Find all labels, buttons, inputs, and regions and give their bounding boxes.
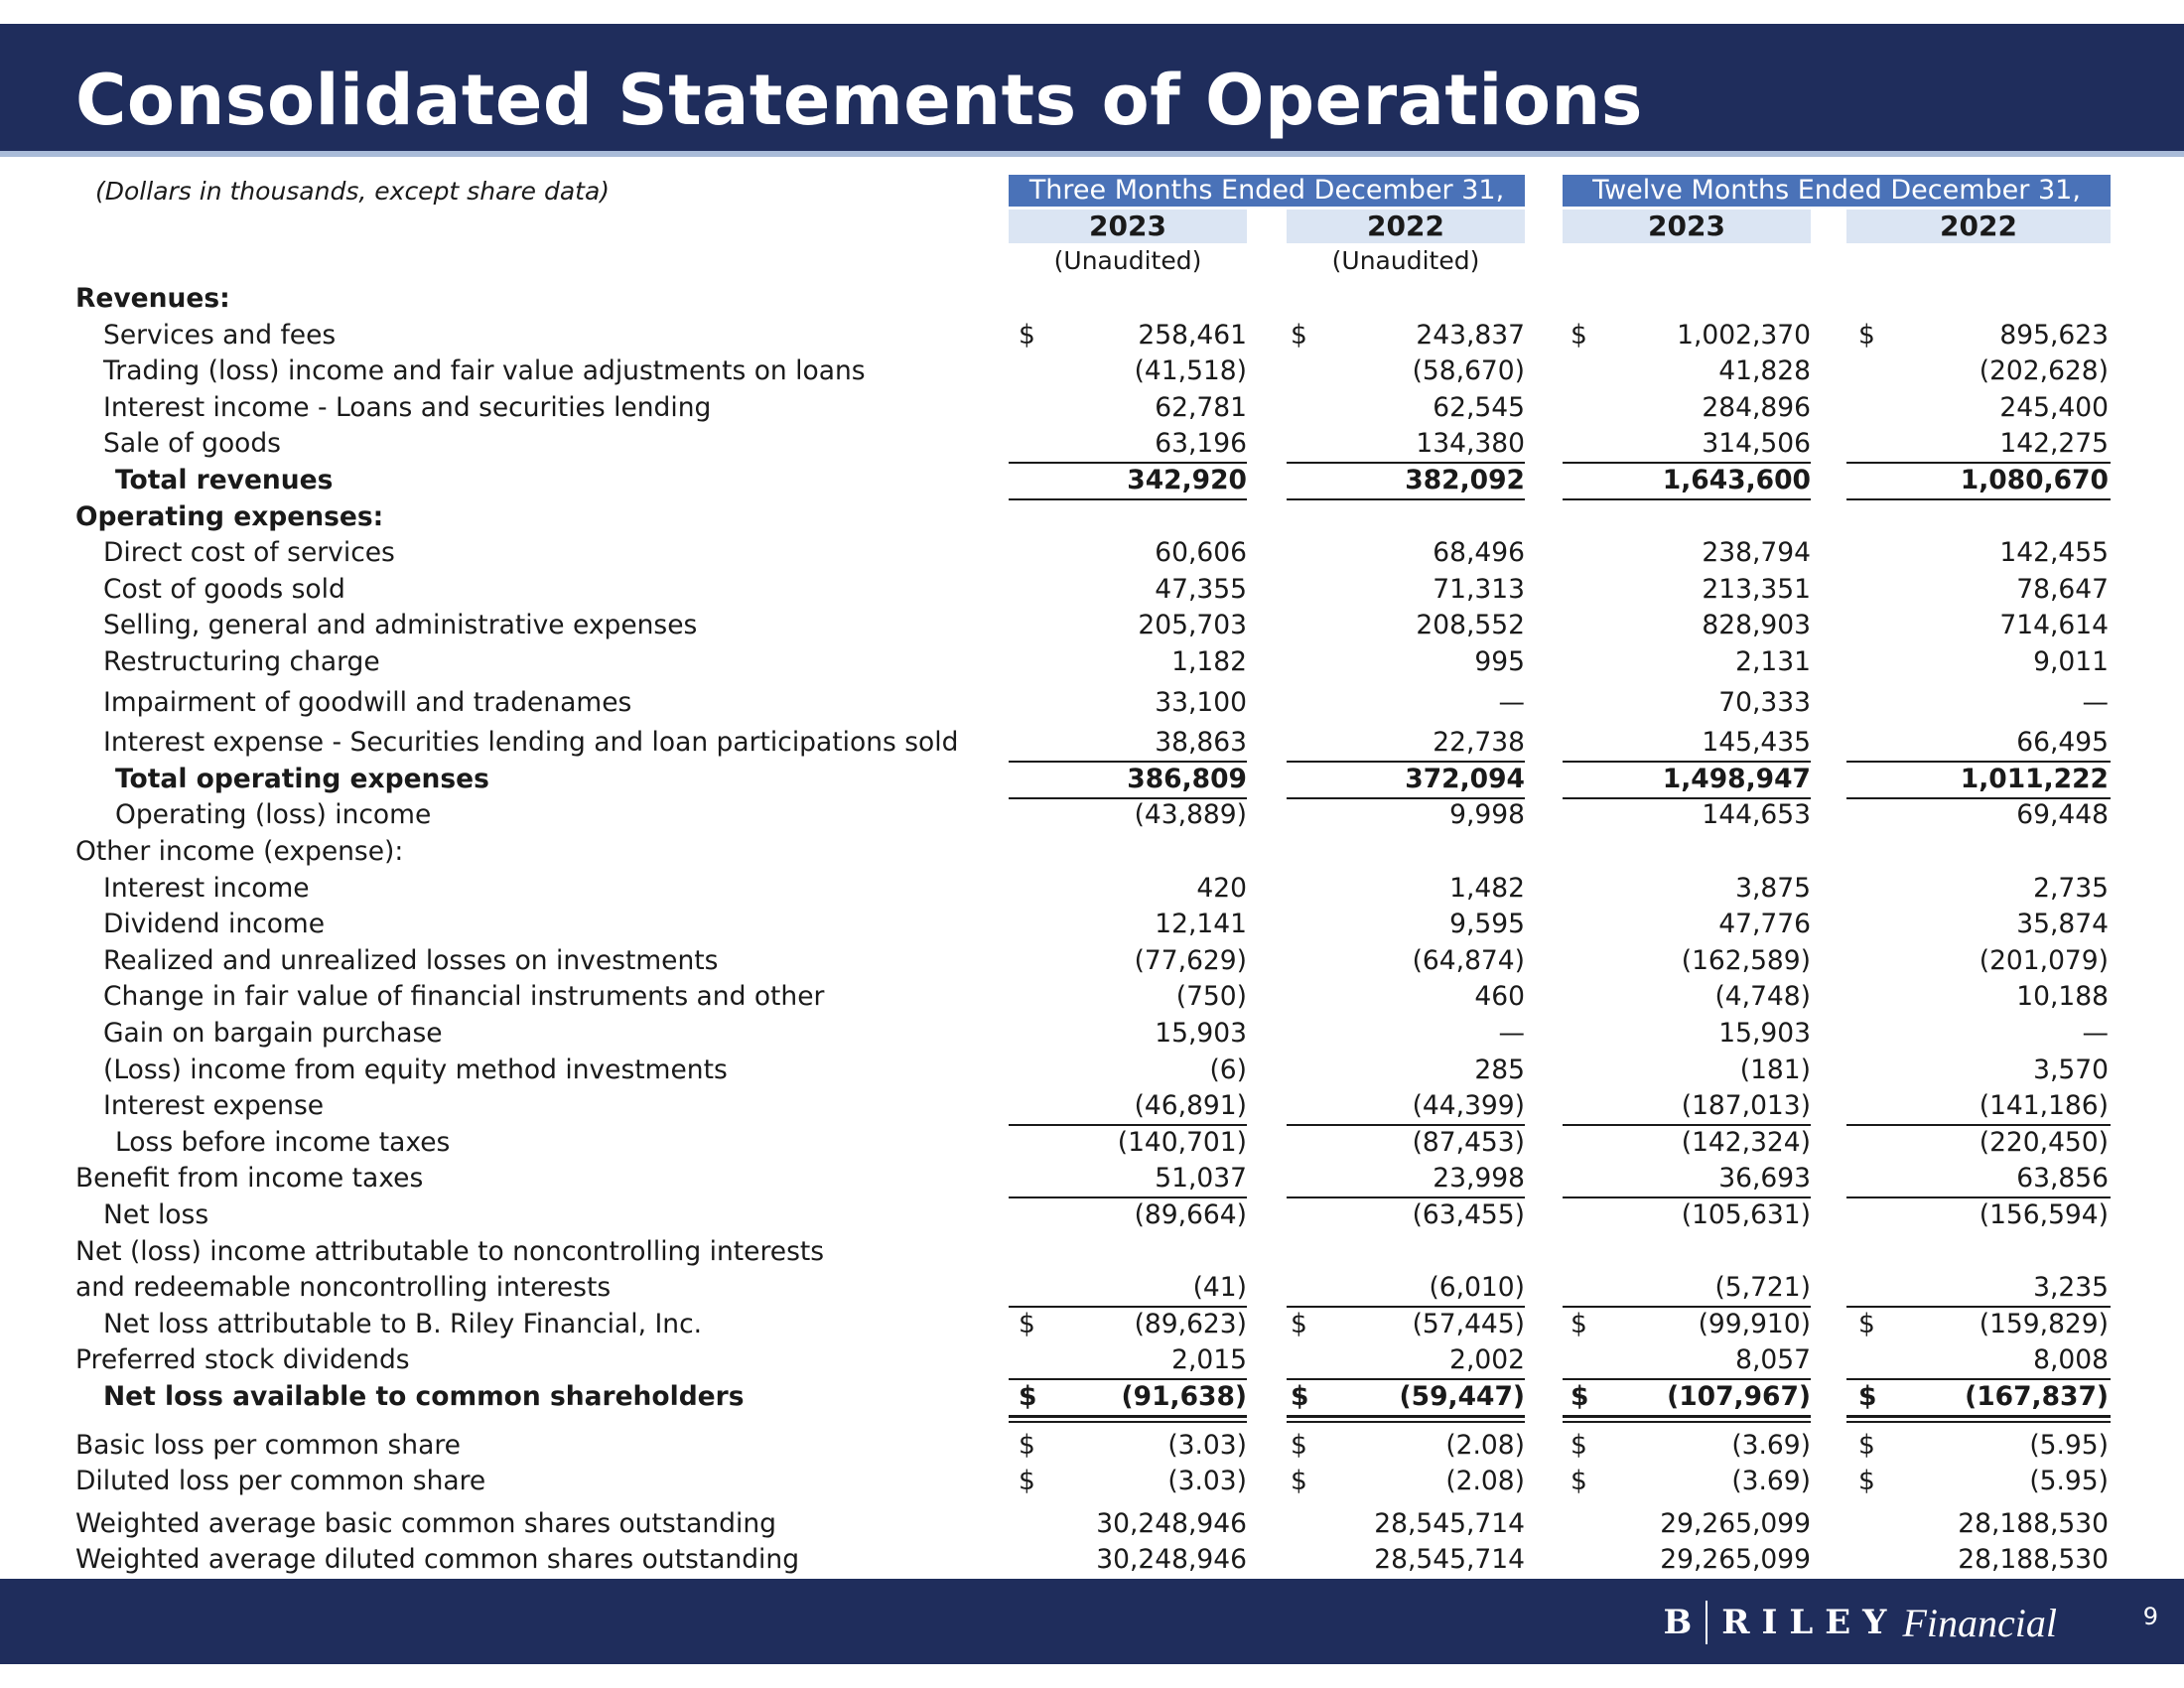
value-cell: (43,889) [1134,799,1247,830]
value-cell: (2.08) [1445,1430,1525,1461]
row-label: Total revenues [115,465,334,495]
value-cell: (41) [1192,1272,1247,1303]
value-cell: (5.95) [2029,1466,2109,1496]
logo-divider [1706,1601,1707,1644]
value-cell: 386,809 [1127,764,1247,794]
value-cell: 30,248,946 [1096,1508,1247,1539]
value-cell: (3.03) [1167,1430,1247,1461]
value-cell: 66,495 [2016,727,2109,758]
value-cell: (46,891) [1134,1090,1247,1121]
value-cell: 243,837 [1416,320,1525,351]
row-label: Change in fair value of financial instruments and other [103,981,825,1012]
dollar-sign: $ [1570,1309,1587,1339]
b-riley-financial-logo [1663,1595,2057,1650]
value-cell: 372,094 [1405,764,1525,794]
value-cell: (220,450) [1979,1127,2109,1158]
value-cell: (2.08) [1445,1466,1525,1496]
dollar-sign: $ [1019,320,1035,351]
row-label: Cost of goods sold [103,574,345,605]
value-cell: (6) [1209,1055,1247,1085]
value-cell: 8,008 [2033,1344,2109,1375]
dollar-sign: $ [1019,1466,1035,1496]
value-cell: 420 [1196,873,1247,904]
value-cell: 258,461 [1138,320,1247,351]
dollar-sign: $ [1291,1309,1307,1339]
value-cell: 15,903 [1155,1018,1247,1049]
value-cell: (41,518) [1134,355,1247,386]
column-group-three-months: Three Months Ended December 31, [1009,175,1525,207]
row-label: Sale of goods [103,428,281,459]
value-cell: 60,606 [1155,537,1247,568]
value-cell: 3,875 [1735,873,1811,904]
value-cell: 47,355 [1155,574,1247,605]
value-cell: (77,629) [1134,945,1247,976]
value-cell: 828,903 [1702,610,1811,640]
value-cell: 10,188 [2016,981,2109,1012]
value-cell: 28,188,530 [1958,1508,2109,1539]
value-cell: 2,015 [1171,1344,1247,1375]
value-cell: 1,080,670 [1960,465,2109,495]
row-label: Total operating expenses [115,764,489,794]
underline-rule [1009,1421,1247,1423]
row-label: Dividend income [103,909,326,939]
dollar-sign: $ [1858,1430,1875,1461]
year-header-fy-2023: 2023 [1563,210,1811,243]
row-label: Preferred stock dividends [75,1344,410,1375]
value-cell: (89,623) [1134,1309,1247,1339]
row-label: Realized and unrealized losses on investments [103,945,719,976]
value-cell: 30,248,946 [1096,1544,1247,1575]
page-number: 9 [2142,1603,2158,1630]
value-cell: (6,010) [1429,1272,1525,1303]
underline-rule [1009,1415,1247,1418]
dollar-sign: $ [1858,320,1875,351]
dollar-sign: $ [1019,1381,1037,1412]
value-cell: 9,011 [2033,646,2109,677]
value-cell: (87,453) [1412,1127,1525,1158]
value-cell: 71,313 [1433,574,1525,605]
value-cell: (5,721) [1714,1272,1811,1303]
value-cell: (181) [1739,1055,1811,1085]
underline-rule [1287,1415,1525,1418]
value-cell: 29,265,099 [1660,1544,1811,1575]
value-cell: 1,482 [1449,873,1525,904]
value-cell: (3.69) [1731,1466,1811,1496]
unaudited-note-q-2023: (Unaudited) [1053,246,1202,275]
row-label: Basic loss per common share [75,1430,461,1461]
header-stripe [0,151,2184,157]
value-cell: 285 [1474,1055,1525,1085]
row-label: Weighted average diluted common shares outstanding [75,1544,800,1575]
value-cell: 2,002 [1449,1344,1525,1375]
value-cell: 144,653 [1702,799,1811,830]
value-cell: (91,638) [1121,1381,1247,1412]
row-label: Benefit from income taxes [75,1163,424,1194]
value-cell: 1,498,947 [1662,764,1811,794]
value-cell: (5.95) [2029,1430,2109,1461]
row-label: Interest expense [103,1090,325,1121]
row-label: Restructuring charge [103,646,380,677]
value-cell: 51,037 [1155,1163,1247,1194]
value-cell: (159,829) [1979,1309,2109,1339]
dollar-sign: $ [1019,1430,1035,1461]
units-note: (Dollars in thousands, except share data) [95,177,611,206]
value-cell: (3.03) [1167,1466,1247,1496]
logo-financial: Financial [1902,1600,2057,1645]
value-cell: 9,595 [1449,909,1525,939]
dollar-sign: $ [1291,1381,1309,1412]
row-label: Net loss [103,1199,209,1230]
value-cell: (3.69) [1731,1430,1811,1461]
value-cell: 2,131 [1735,646,1811,677]
value-cell: 895,623 [1999,320,2109,351]
row-label: Trading (loss) income and fair value adjustments on loans [103,355,866,386]
value-cell: 142,455 [1999,537,2109,568]
value-cell: 38,863 [1155,727,1247,758]
dollar-sign: $ [1570,320,1587,351]
value-cell: 382,092 [1405,465,1525,495]
underline-rule [1287,1421,1525,1423]
value-cell: (156,594) [1979,1199,2109,1230]
value-cell: 142,275 [1999,428,2109,459]
row-label: Net (loss) income attributable to noncontrolling interests [75,1236,825,1267]
row-label: Other income (expense): [75,836,404,867]
row-label: Operating (loss) income [115,799,432,830]
dollar-sign: $ [1570,1430,1587,1461]
row-label: Interest income [103,873,310,904]
year-header-q-2023: 2023 [1009,210,1247,243]
row-label: Diluted loss per common share [75,1466,486,1496]
value-cell: 22,738 [1433,727,1525,758]
underline-rule [1287,498,1525,500]
value-cell: 2,735 [2033,873,2109,904]
value-cell: (57,445) [1412,1309,1525,1339]
value-cell: (141,186) [1979,1090,2109,1121]
value-cell: 1,011,222 [1960,764,2109,794]
column-group-twelve-months: Twelve Months Ended December 31, [1563,175,2111,207]
value-cell: — [2082,687,2109,718]
value-cell: 208,552 [1416,610,1525,640]
page-title: Consolidated Statements of Operations [75,60,1643,141]
footer-bar [0,1579,2184,1664]
dollar-sign: $ [1019,1309,1035,1339]
value-cell: 238,794 [1702,537,1811,568]
value-cell: 41,828 [1718,355,1811,386]
value-cell: (167,837) [1965,1381,2109,1412]
value-cell: 36,693 [1718,1163,1811,1194]
value-cell: (140,701) [1117,1127,1247,1158]
row-label: Net loss available to common shareholders [103,1381,745,1412]
dollar-sign: $ [1858,1309,1875,1339]
value-cell: 145,435 [1702,727,1811,758]
value-cell: 62,781 [1155,392,1247,423]
year-header-fy-2022: 2022 [1846,210,2111,243]
value-cell: (202,628) [1979,355,2109,386]
dollar-sign: $ [1291,1466,1307,1496]
value-cell: 29,265,099 [1660,1508,1811,1539]
value-cell: — [1498,687,1525,718]
dollar-sign: $ [1291,1430,1307,1461]
value-cell: 12,141 [1155,909,1247,939]
value-cell: 342,920 [1127,465,1247,495]
unaudited-note-q-2022: (Unaudited) [1331,246,1480,275]
value-cell: 63,856 [2016,1163,2109,1194]
value-cell: (63,455) [1412,1199,1525,1230]
value-cell: (4,748) [1714,981,1811,1012]
underline-rule [1563,1421,1811,1423]
dollar-sign: $ [1570,1381,1589,1412]
underline-rule [1563,498,1811,500]
value-cell: 213,351 [1702,574,1811,605]
value-cell: 15,903 [1718,1018,1811,1049]
row-label: Net loss attributable to B. Riley Financial, Inc. [103,1309,703,1339]
value-cell: (162,589) [1681,945,1811,976]
value-cell: 205,703 [1138,610,1247,640]
value-cell: 70,333 [1718,687,1811,718]
row-label: Direct cost of services [103,537,395,568]
logo-riley: RILEY [1721,1603,1899,1642]
value-cell: 23,998 [1433,1163,1525,1194]
row-label: Loss before income taxes [115,1127,451,1158]
underline-rule [1846,498,2111,500]
value-cell: (105,631) [1681,1199,1811,1230]
value-cell: 62,545 [1433,392,1525,423]
value-cell: (99,910) [1698,1309,1811,1339]
row-label: Impairment of goodwill and tradenames [103,687,632,718]
year-header-q-2022: 2022 [1287,210,1525,243]
value-cell: 134,380 [1416,428,1525,459]
value-cell: — [1498,1018,1525,1049]
dollar-sign: $ [1858,1381,1877,1412]
underline-rule [1846,1415,2111,1418]
row-label: and redeemable noncontrolling interests [75,1272,612,1303]
value-cell: 69,448 [2016,799,2109,830]
row-label: Operating expenses: [75,501,384,532]
underline-rule [1563,1415,1811,1418]
row-label: Services and fees [103,320,337,351]
underline-rule [1009,498,1247,500]
row-label: Weighted average basic common shares outstanding [75,1508,776,1539]
value-cell: 1,182 [1171,646,1247,677]
value-cell: 28,188,530 [1958,1544,2109,1575]
value-cell: — [2082,1018,2109,1049]
value-cell: 245,400 [1999,392,2109,423]
value-cell: 63,196 [1155,428,1247,459]
underline-rule [1846,1421,2111,1423]
row-label: Selling, general and administrative expenses [103,610,698,640]
value-cell: 9,998 [1449,799,1525,830]
value-cell: 1,643,600 [1662,465,1811,495]
value-cell: (750) [1175,981,1247,1012]
value-cell: 33,100 [1155,687,1247,718]
value-cell: 995 [1474,646,1525,677]
row-label: Interest income - Loans and securities lending [103,392,712,423]
value-cell: 35,874 [2016,909,2109,939]
dollar-sign: $ [1858,1466,1875,1496]
value-cell: 8,057 [1735,1344,1811,1375]
value-cell: (58,670) [1412,355,1525,386]
value-cell: (201,079) [1979,945,2109,976]
row-label: Gain on bargain purchase [103,1018,443,1049]
row-label: (Loss) income from equity method investments [103,1055,728,1085]
value-cell: (187,013) [1681,1090,1811,1121]
dollar-sign: $ [1570,1466,1587,1496]
row-label: Revenues: [75,283,230,314]
value-cell: 314,506 [1702,428,1811,459]
value-cell: (64,874) [1412,945,1525,976]
value-cell: 3,570 [2033,1055,2109,1085]
value-cell: 460 [1474,981,1525,1012]
value-cell: 78,647 [2016,574,2109,605]
value-cell: (44,399) [1412,1090,1525,1121]
value-cell: 28,545,714 [1374,1544,1525,1575]
value-cell: 68,496 [1433,537,1525,568]
value-cell: (59,447) [1399,1381,1525,1412]
value-cell: 284,896 [1702,392,1811,423]
value-cell: (142,324) [1681,1127,1811,1158]
value-cell: 1,002,370 [1677,320,1811,351]
value-cell: (89,664) [1134,1199,1247,1230]
value-cell: 714,614 [1999,610,2109,640]
logo-b: B [1663,1603,1693,1642]
value-cell: 28,545,714 [1374,1508,1525,1539]
value-cell: 47,776 [1718,909,1811,939]
value-cell: (107,967) [1667,1381,1811,1412]
value-cell: 3,235 [2033,1272,2109,1303]
dollar-sign: $ [1291,320,1307,351]
row-label: Interest expense - Securities lending and loan participations sold [103,727,959,758]
